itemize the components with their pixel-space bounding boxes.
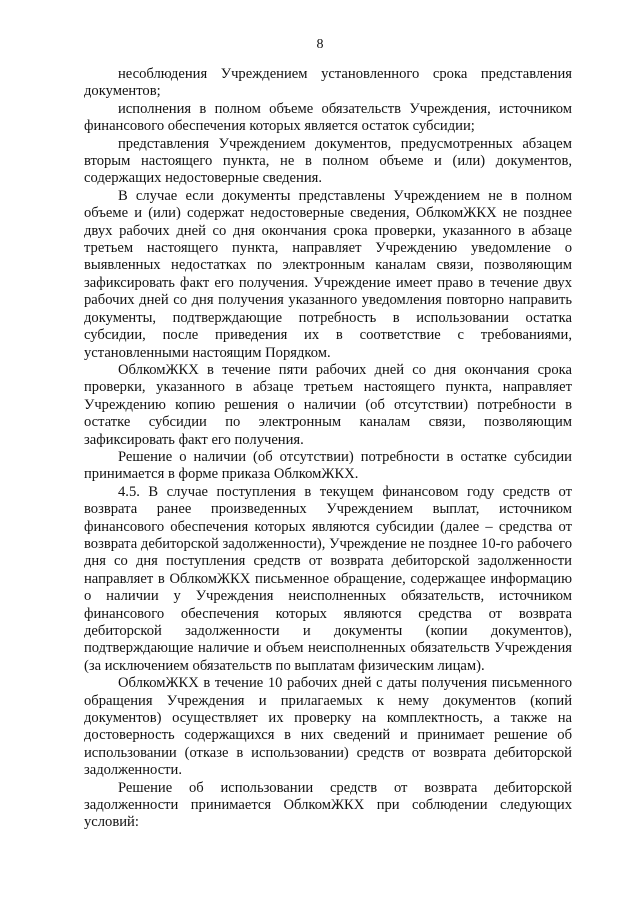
page-number: 8	[316, 37, 324, 52]
paragraph-9: Решение об использовании средств от возврата дебиторской задолженности принимается ОблкомЖКХ при соблюдении следующих условий:	[84, 779, 572, 831]
paragraph-4: В случае если документы представлены Учреждением не в полном объеме и (или) содержат недостоверные сведения, ОблкомЖКХ не позднее двух рабочих дней со дня окончания срока проверки, указанного в абзаце третьем настоящего пункта, направляет Учреждению уведомление о выявленных недостатках по электронным каналам связи, позволяющим зафиксировать факт его получения. Учреждение имеет право в течение двух рабочих дней со дня получения указанного уведомления повторно направить документы, подтверждающие потребность в использовании остатка субсидии, после приведения их в соответствие с требованиями, установленными настоящим Порядком.	[84, 187, 572, 361]
paragraph-6: Решение о наличии (об отсутствии) потребности в остатке субсидии принимается в форме приказа ОблкомЖКХ.	[84, 448, 572, 483]
document-body	[84, 66, 572, 832]
paragraph-7: 4.5. В случае поступления в текущем финансовом году средств от возврата ранее произведенных Учреждением выплат, источником финансового обеспечения которых являются субсидии (далее – средства от возврата дебиторской задолженности), Учреждение не позднее 10-го рабочего дня со дня поступления средств от возврата дебиторской задолженности направляет в ОблкомЖКХ письменное обращение, содержащее информацию о наличии у Учреждения неисполненных обязательств, источником финансового обеспечения которых являются средства от возврата дебиторской задолженности и документы (копии документов), подтверждающие наличие и объем неисполненных обязательств Учреждения (за исключением обязательств по выплатам физическим лицам).	[84, 483, 572, 674]
paragraph-5: ОблкомЖКХ в течение пяти рабочих дней со дня окончания срока проверки, указанного в абзаце третьем настоящего пункта, направляет Учреждению копию решения о наличии (об отсутствии) потребности в остатке субсидии по электронным каналам связи, позволяющим зафиксировать факт его получения.	[84, 361, 572, 448]
paragraph-8: ОблкомЖКХ в течение 10 рабочих дней с даты получения письменного обращения Учреждения и прилагаемых к нему документов (копий документов) осуществляет их проверку на комплектность, а также на достоверность содержащихся в них сведений и принимает решение об использовании (отказе в использовании) средств от возврата дебиторской задолженности.	[84, 675, 572, 779]
paragraph-2: исполнения в полном объеме обязательств Учреждения, источником финансового обеспечения которых является остаток субсидии;	[84, 100, 572, 135]
paragraph-1: несоблюдения Учреждением установленного срока представления документов;	[84, 66, 572, 100]
paragraph-3: представления Учреждением документов, предусмотренных абзацем вторым настоящего пункта, не в полном объеме и (или) документов, содержащих недостоверные сведения.	[84, 135, 572, 187]
